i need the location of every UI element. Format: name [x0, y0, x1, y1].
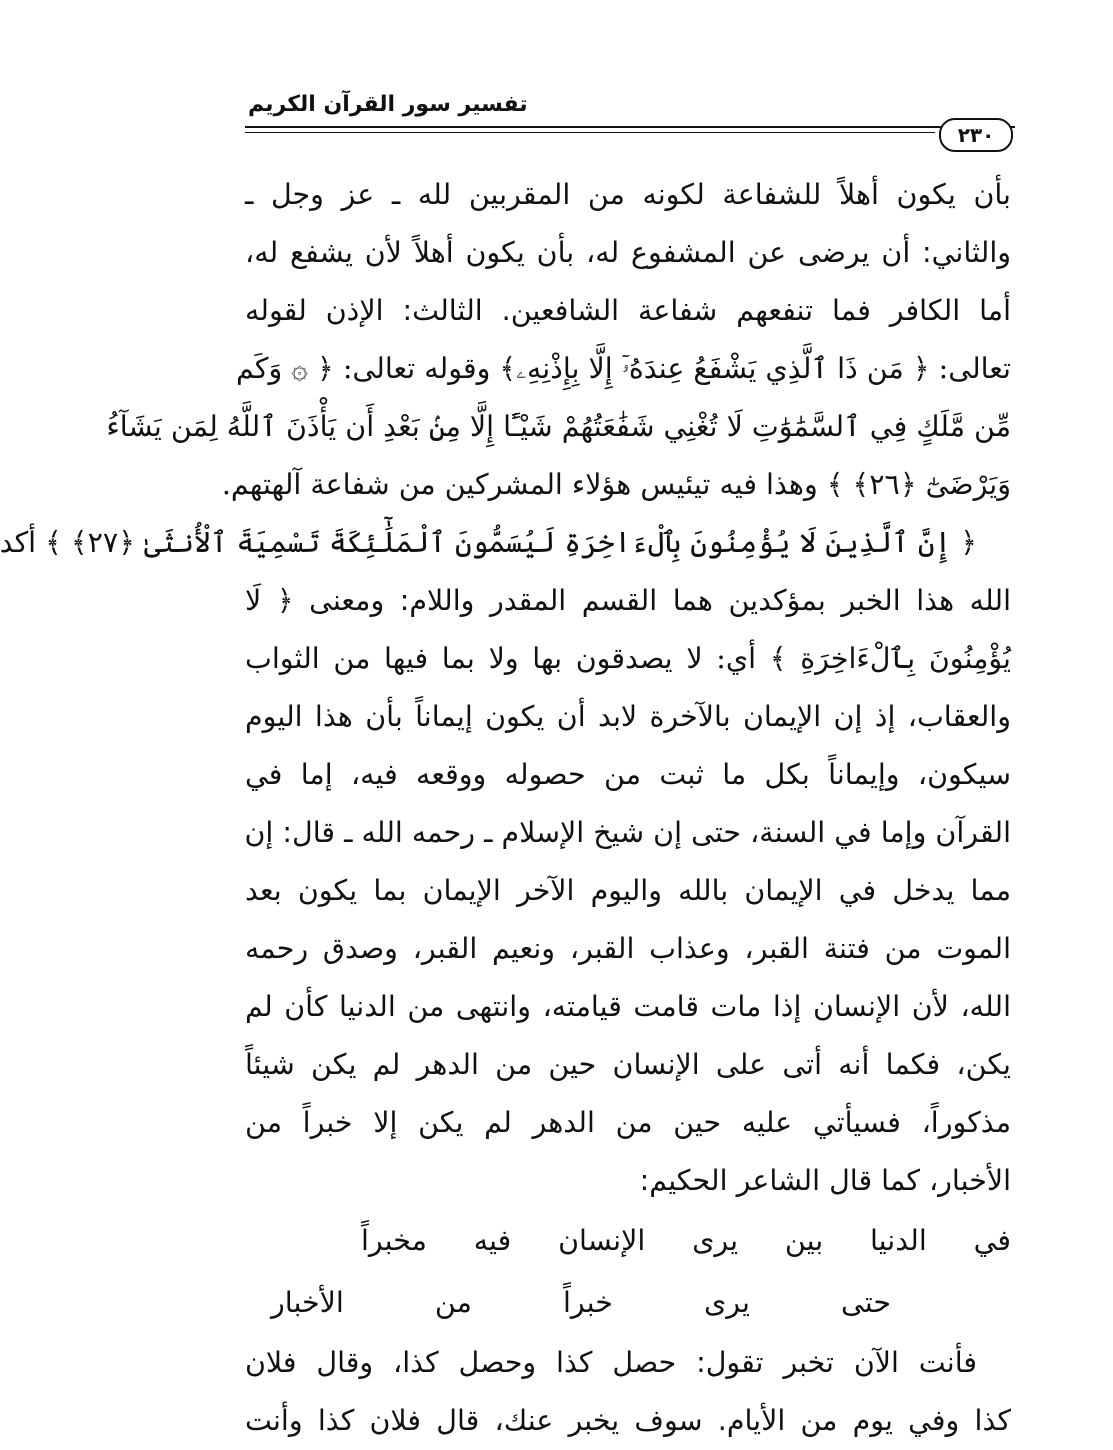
text-line: تعالى: ﴿ مَن ذَا ٱلَّذِي يَشْفَعُ عِندَهُۥٓ إِلَّا بِإِذْنِهِۦ﴾ وقوله تعالى: ﴿ ۞ وَكَم	[235, 352, 1011, 385]
text-line: مذكوراً، فسيأتي عليه حين من الدهر لم يكن إلا خبراً من	[245, 1106, 1011, 1139]
text-line: كذا وفي يوم من الأيام. سوف يخبر عنك، قال فلان كذا وأنت	[245, 1404, 1011, 1437]
text-line: بأن يكون أهلاً للشفاعة لكونه من المقربين لله ـ عز وجل ـ	[245, 178, 1011, 211]
text-line: مما يدخل في الإيمان بالله واليوم الآخر الإيمان بما يكون بعد	[245, 874, 1011, 907]
text-line: يكن، فكما أنه أتى على الإنسان حين من الدهر لم يكن شيئاً	[245, 1048, 1011, 1081]
poem-verse-second: حتى يرى خبراً من الأخبار	[271, 1286, 891, 1319]
header-rule-thin	[245, 132, 935, 133]
text-line: الموت من فتنة القبر، وعذاب القبر، ونعيم القبر، وصدق رحمه	[245, 932, 1011, 965]
text-line: أما الكافر فما تنفعهم شفاعة الشافعين. الثالث: الإذن لقوله	[245, 294, 1011, 327]
header-rule	[245, 126, 1015, 128]
text-line: وَيَرْضَىٰٓ ﴿٢٦﴾ ﴾ وهذا فيه تيئيس هؤلاء المشركين من شفاعة آلهتهم.	[221, 468, 1011, 501]
text-line: فأنت الآن تخبر تقول: حصل كذا وحصل كذا، وقال فلان	[245, 1346, 977, 1379]
text-line: والثاني: أن يرضى عن المشفوع له، بأن يكون أهلاً لأن يشفع له،	[245, 236, 1011, 269]
running-header-title: تفسير سور القرآن الكريم	[248, 92, 528, 117]
text-line: سيكون، وإيماناً بكل ما ثبت من حصوله ووقعه فيه، إما في	[245, 758, 1011, 791]
poem-verse-first: في الدنيا بين يرى الإنسان فيه مخبراً	[361, 1224, 1011, 1257]
body-text	[0, 166, 1011, 1450]
text-line: والعقاب، إذ إن الإيمان بالآخرة لابد أن يكون إيماناً بأن هذا اليوم	[245, 700, 1011, 733]
text-line: ﴿ إِنَّ ٱلَّذِينَ لَا يُؤْمِنُونَ بِٱلْءَاخِرَةِ لَيُسَمُّونَ ٱلْمَلَٰٓئِكَةَ تَسْمِيَةَ ٱلْأُنثَىٰ ﴿٢٧﴾ ﴾ أكد	[0, 526, 977, 559]
text-line: الله هذا الخبر بمؤكدين هما القسم المقدر واللام: ومعنى ﴿ لَا	[245, 584, 1011, 617]
text-line: يُؤْمِنُونَ بِٱلْءَاخِرَةِ ﴾ أي: لا يصدقون بها ولا بما فيها من الثواب	[245, 642, 1011, 675]
text-line: الأخبار، كما قال الشاعر الحكيم:	[639, 1164, 1011, 1197]
text-line: القرآن وإما في السنة، حتى إن شيخ الإسلام ـ رحمه الله ـ قال: إن	[244, 816, 1011, 849]
text-line: الله، لأن الإنسان إذا مات قامت قيامته، وانتهى من الدنيا كأن لم	[245, 990, 1011, 1023]
text-line: مِّن مَّلَكٍ فِي ٱلسَّمَٰوَٰتِ لَا تُغْنِي شَفَٰعَتُهُمْ شَيْـًٔا إِلَّا مِنۢ بَعْدِ أَن يَأْذَنَ ٱللَّهُ لِمَن يَشَآءُ	[106, 410, 1011, 443]
page-number-badge: ٢٣٠	[939, 118, 1013, 152]
